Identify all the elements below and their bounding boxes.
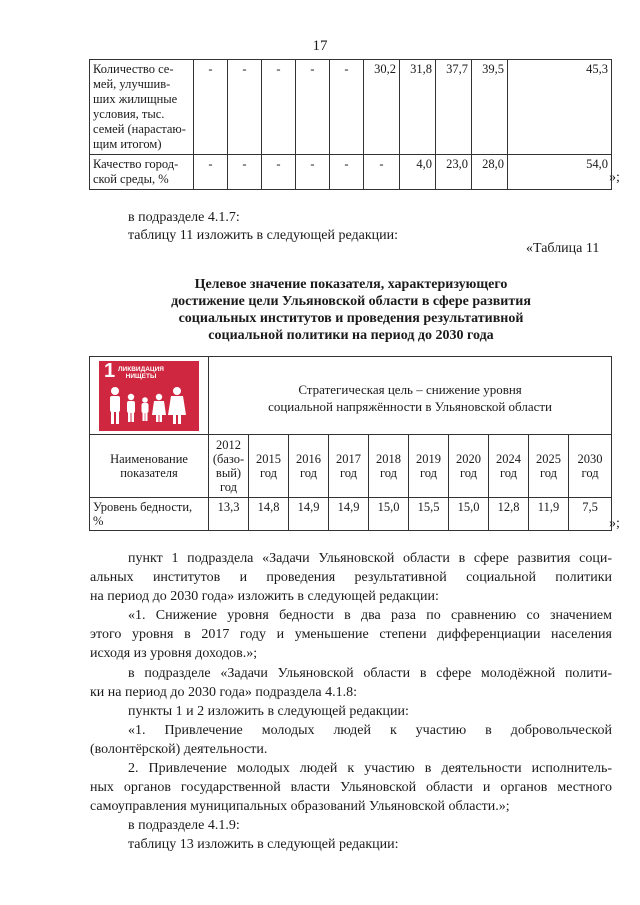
table-cell: -	[228, 60, 262, 155]
header-text: (базо-	[212, 452, 245, 466]
header-text: вый)	[215, 466, 242, 480]
body-line: исходя из уровня доходов.»;	[90, 646, 258, 661]
table-row	[90, 155, 612, 190]
table-cell: 12,8	[489, 498, 529, 531]
header-indicator-name	[90, 435, 209, 498]
table-cell: 13,3	[209, 498, 249, 531]
header-year	[569, 435, 612, 498]
table-reference: «Таблица 11	[526, 241, 600, 256]
goal-row	[90, 357, 612, 435]
table-row	[90, 498, 612, 531]
table-cell: -	[330, 60, 364, 155]
continuation-table	[89, 59, 612, 190]
body-line: в подразделе «Задачи Ульяновской области в сфере молодёжной полити-	[128, 666, 612, 681]
header-text: год	[299, 466, 318, 480]
table-cell: 7,5	[569, 498, 612, 531]
body-line: «1. Привлечение молодых людей к участию в добровольческой	[128, 723, 612, 738]
body-line: пункт 1 подраздела «Задачи Ульяновской области в сфере развития соци-	[128, 551, 612, 566]
table-cell: 15,5	[409, 498, 449, 531]
body-line: ки на период до 2030 года» подраздела 4.1.8:	[90, 685, 357, 700]
strategic-goal	[209, 357, 612, 435]
indicator-name-line: щим итогом)	[93, 137, 162, 151]
table-cell: 15,0	[369, 498, 409, 531]
header-year	[449, 435, 489, 498]
header-year	[369, 435, 409, 498]
page-number: 17	[312, 38, 328, 54]
indicator-name	[90, 498, 209, 531]
header-text: год	[379, 466, 398, 480]
header-text: 2030	[577, 452, 603, 466]
header-text: 2020	[456, 452, 481, 466]
table-cell: -	[262, 60, 296, 155]
header-text: год	[499, 466, 518, 480]
header-year	[529, 435, 569, 498]
table-cell: 28,0	[472, 155, 508, 190]
indicator-name-line: ской среды, %	[93, 172, 169, 186]
family-icon	[107, 385, 193, 427]
indicator-name-line: Качество город-	[93, 157, 179, 171]
body-line: таблицу 13 изложить в следующей редакции:	[128, 837, 399, 852]
indicator-name-line: Количество се-	[93, 62, 174, 76]
header-text: 2024	[496, 452, 521, 466]
sdg-title	[118, 366, 164, 380]
indicator-name-line: %	[93, 514, 104, 528]
table-cell: 39,5	[472, 60, 508, 155]
sdg-badge	[99, 361, 199, 431]
table-cell: -	[228, 155, 262, 190]
table-cell: -	[296, 60, 330, 155]
table-row	[90, 60, 612, 155]
header-text: год	[581, 466, 599, 480]
header-text: 2015	[256, 452, 281, 466]
header-text: год	[219, 480, 238, 494]
table-cell: 23,0	[436, 155, 472, 190]
header-text: показателя	[120, 466, 178, 480]
table-closing-quote: »;	[609, 516, 620, 531]
header-year	[249, 435, 289, 498]
indicator-name	[90, 155, 194, 190]
header-text: год	[339, 466, 358, 480]
indicator-name-line: семей (нарастаю-	[93, 122, 186, 136]
header-year	[329, 435, 369, 498]
heading-line: достижение цели Ульяновской области в сфере развития	[171, 294, 531, 309]
header-text: Наименование	[110, 452, 188, 466]
header-text: год	[419, 466, 438, 480]
header-text: год	[539, 466, 558, 480]
header-year	[409, 435, 449, 498]
body-line: альных институтов и проведения результативной социальной политики	[90, 570, 612, 585]
table-cell: 45,3	[508, 60, 612, 155]
sdg-title-line: НИЩЕТЫ	[125, 373, 157, 380]
heading-line: социальной политики на период до 2030 года	[208, 328, 494, 343]
body-line: этого уровня в 2017 году и уменьшение степени дифференциации населения	[90, 627, 612, 642]
indicator-name-line: условия, тыс.	[93, 107, 165, 121]
body-line: 2. Привлечение молодых людей к участию в деятельности исполнитель-	[128, 761, 612, 776]
sdg-number: 1	[104, 361, 116, 382]
body-line: на период до 2030 года» изложить в следующей редакции:	[90, 589, 439, 604]
target-indicator-table	[89, 356, 612, 531]
goal-line: социальной напряжённости в Ульяновской области	[268, 398, 552, 414]
header-text: 2025	[536, 452, 561, 466]
table-cell: 37,7	[436, 60, 472, 155]
indicator-name-line: мей, улучшив-	[93, 77, 171, 91]
heading-line: Целевое значение показателя, характеризующего	[194, 277, 508, 292]
goal-line: Стратегическая цель – снижение уровня	[298, 381, 522, 397]
body-line: в подразделе 4.1.9:	[128, 818, 240, 833]
header-text: 2016	[296, 452, 321, 466]
header-text: 2017	[336, 452, 361, 466]
table-cell: -	[330, 155, 364, 190]
header-year	[289, 435, 329, 498]
heading-line: социальных институтов и проведения результативной	[178, 311, 524, 326]
table-cell: 31,8	[400, 60, 436, 155]
table-cell: 54,0	[508, 155, 612, 190]
body-line: пункты 1 и 2 изложить в следующей редакции:	[128, 704, 409, 719]
table-cell: 30,2	[364, 60, 400, 155]
instruction-line: таблицу 11 изложить в следующей редакции:	[128, 228, 398, 243]
header-text: 2019	[416, 452, 441, 466]
table-cell: 11,9	[529, 498, 569, 531]
header-text: 2012	[216, 438, 241, 452]
header-text: год	[459, 466, 478, 480]
header-row	[90, 435, 612, 498]
header-text: год	[259, 466, 278, 480]
sdg-title-line: ЛИКВИДАЦИЯ	[118, 366, 164, 373]
table-cell: -	[364, 155, 400, 190]
indicator-name	[90, 60, 194, 155]
body-line: ных органов государственной власти Ульяновской области и органов местного	[90, 780, 612, 795]
indicator-name-line: ших жилищные	[93, 92, 178, 106]
table-cell: 15,0	[449, 498, 489, 531]
table-heading	[90, 276, 612, 344]
body-line: (волонтёрской) деятельности.	[90, 742, 268, 757]
table-cell: 14,9	[289, 498, 329, 531]
header-text: 2018	[376, 452, 401, 466]
table-cell: 14,9	[329, 498, 369, 531]
table-cell: -	[262, 155, 296, 190]
table-cell: -	[194, 60, 228, 155]
table-cell: 4,0	[400, 155, 436, 190]
subsection-line: в подразделе 4.1.7:	[128, 210, 240, 225]
indicator-name-line: Уровень бедности,	[93, 500, 193, 514]
body-line: «1. Снижение уровня бедности в два раза по сравнению со значением	[128, 608, 612, 623]
header-year	[489, 435, 529, 498]
body-line: самоуправления муниципальных образований Ульяновской области.»;	[90, 799, 510, 814]
table-cell: -	[296, 155, 330, 190]
table-cell: -	[194, 155, 228, 190]
table-closing-quote: »;	[609, 170, 620, 185]
header-base-year	[209, 435, 249, 498]
sdg-cell	[90, 357, 209, 435]
table-cell: 14,8	[249, 498, 289, 531]
